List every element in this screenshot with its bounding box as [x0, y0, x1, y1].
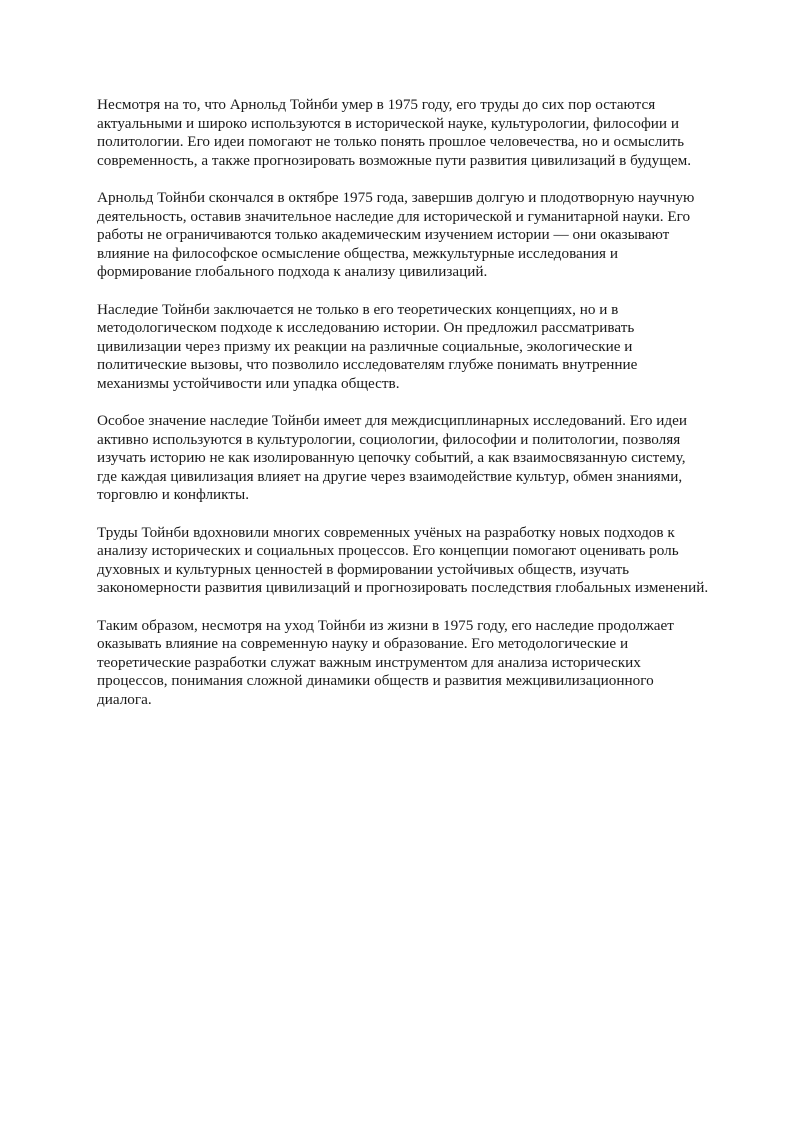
paragraph-4: Особое значение наследие Тойнби имеет для междисциплинарных исследований. Его идеи активно используются в культурологии, социологии, философии и политологии, позволяя изучать историю не как изолированную цепочку событий, а как взаимосвязанную систему, где каждая цивилизация влияет на другие через взаимодействие культур, обмен знаниями, торговлю и конфликты.: [97, 412, 687, 504]
paragraph-6: Таким образом, несмотря на уход Тойнби из жизни в 1975 году, его наследие продолжает оказывать влияние на современную науку и образование. Его методологические и теоретические разработки служат важным инструментом для анализа исторических процессов, понимания сложной динамики обществ и развития межцивилизационного диалога.: [97, 616, 674, 708]
document-body: [97, 96, 709, 728]
paragraph-5: Труды Тойнби вдохновили многих современных учёных на разработку новых подходов к анализу исторических и социальных процессов. Его концепции помогают оценивать роль духовных и культурных ценностей в формировании устойчивых обществ, изучать закономерности развития цивилизаций и прогнозировать последствия глобальных изменений.: [97, 523, 709, 597]
paragraph-1: Несмотря на то, что Арнольд Тойнби умер в 1975 году, его труды до сих пор остаются актуальными и широко используются в исторической науке, культурологии, философии и политологии. Его идеи помогают не только понять прошлое человечества, но и осмыслить современность, а также прогнозировать возможные пути развития цивилизаций в будущем.: [97, 96, 692, 169]
paragraph-3: Наследие Тойнби заключается не только в его теоретических концепциях, но и в методологическом подходе к исследованию истории. Он предложил рассматривать цивилизации через призму их реакции на различные социальные, экологические и политические вызовы, что позволило исследователям глубже понимать внутренние механизмы устойчивости или упадка обществ.: [97, 300, 638, 392]
paragraph-2: Арнольд Тойнби скончался в октябре 1975 года, завершив долгую и плодотворную научную деятельность, оставив значительное наследие для исторической и гуманитарной науки. Его работы не ограничиваются только академическим изучением истории — они оказывают влияние на философское осмысление общества, межкультурные исследования и формирование глобального подхода к анализу цивилизаций.: [97, 188, 695, 281]
